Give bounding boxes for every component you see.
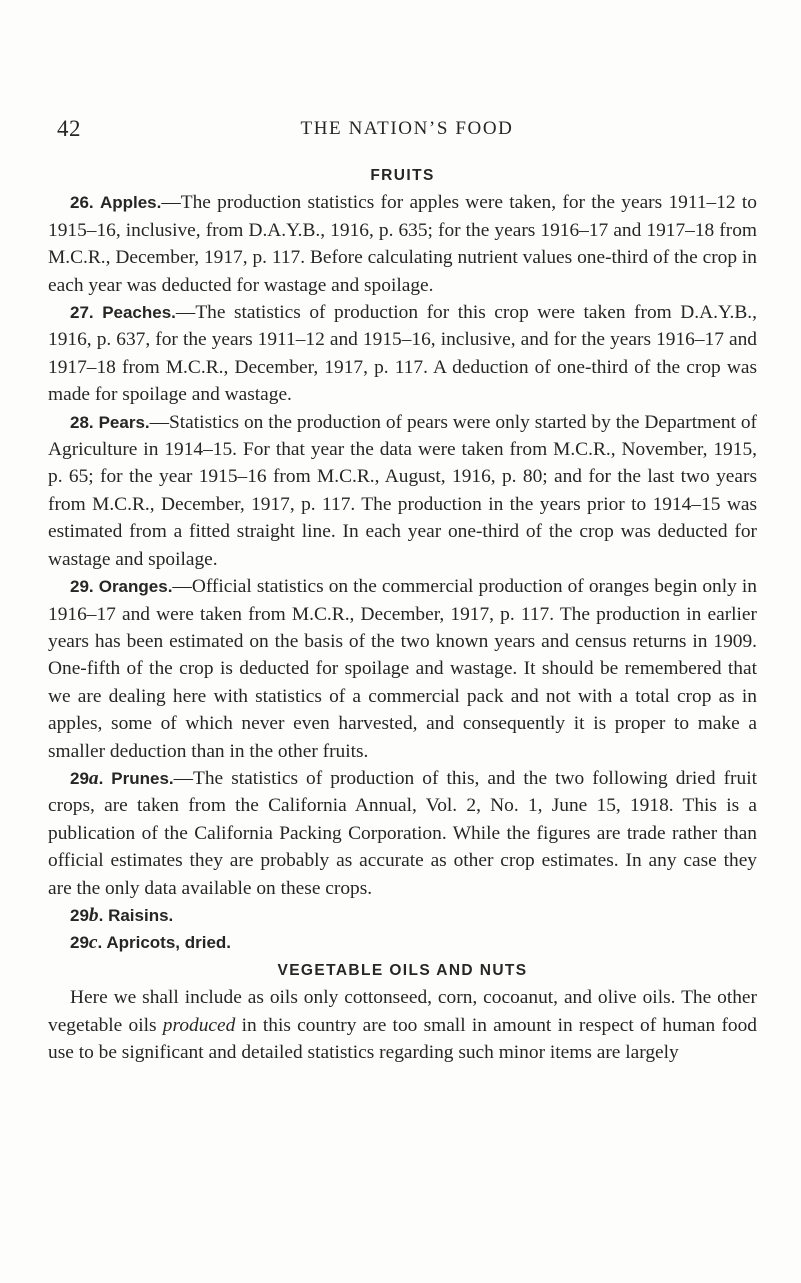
page-number: 42 <box>57 116 81 141</box>
paragraph-apples <box>48 189 757 299</box>
item-heading: . Prunes. <box>98 768 174 788</box>
paragraph-peaches <box>48 299 757 409</box>
paragraph-prunes <box>48 765 757 902</box>
running-title: THE NATION’S FOOD <box>300 118 514 139</box>
item-heading: Pears. <box>98 412 150 432</box>
paragraph-oils <box>48 984 757 1066</box>
item-subletter: b <box>88 904 99 926</box>
oils-text-emphasis: produced <box>162 1014 236 1036</box>
section-heading-vegetable-oils: VEGETABLE OILS AND NUTS <box>277 961 528 979</box>
item-heading: Peaches. <box>102 303 176 323</box>
item-subletter: a <box>88 767 99 789</box>
item-subletter: c <box>88 932 98 954</box>
item-text: —Official statistics on the commercial production of oranges begin only in 1916–17 and were taken from M.C.R., December, 1917, p. 117. The production in earlier years has been estimated on the basis of the two known years and census returns in 1909. One-fifth of the crop is deducted for spoilage and wastage. It should be remembered that we are dealing here with statistics of a commercial pack and not with a total crop as in apples, some of which never even harvested, and consequently it is proper to make a smaller deduction than in the other fruits. <box>48 576 757 762</box>
oils-text-after: in this country are too small in amount in respect of human food use to be significant and detailed statistics regarding such minor items are largely <box>48 1014 758 1063</box>
item-number: 29 <box>70 933 89 953</box>
item-heading: . Raisins. <box>98 905 174 925</box>
item-text: —Statistics on the production of pears were only started by the Department of Agriculture in 1914–15. For that year the data were taken from M.C.R., November, 1915, p. 65; for the year 1915–16 from M.C.R., August, 1916, p. 80; and for the last two years from M.C.R., December, 1917, p. 117. The production in the years prior to 1914–15 was estimated from a fitted straight line. In each year one-third of the crop was deducted for wastage and spoilage. <box>48 411 757 570</box>
paragraph-pears <box>48 409 757 573</box>
item-text: —The statistics of production of this, and the two following dried fruit crops, are taken from the California Annual, Vol. 2, No. 1, June 15, 1918. This is a publication of the California Packing Corporation. While the figures are trade rather than official estimates they are probably as accurate as other crop estimates. In any case they are the only data available on these crops. <box>48 767 757 899</box>
paragraph-apricots <box>48 929 757 956</box>
item-number: 26. <box>70 193 94 213</box>
item-number: 29 <box>70 768 89 788</box>
item-number: 29. <box>70 577 94 597</box>
item-heading: . Apricots, dried. <box>97 933 232 953</box>
item-number: 28. <box>70 412 94 432</box>
section-heading-fruits: FRUITS <box>370 167 435 184</box>
running-head <box>57 116 757 146</box>
body-text <box>48 162 757 1066</box>
oils-text-before: Here we shall include as oils only cottonseed, corn, cocoanut, and olive oils. The other vegetable oils <box>48 987 757 1036</box>
paragraph-oranges <box>48 573 757 765</box>
item-text: —The production statistics for apples were taken, for the years 1911–12 to 1915–16, inclusive, from D.A.Y.B., 1916, p. 635; for the years 1916–17 and 1917–18 from M.C.R., December, 1917, p. 117. Before calculating nutrient values one-third of the crop in each year was deducted for wastage and spoilage. <box>48 192 757 296</box>
item-text: —The statistics of production for this crop were taken from D.A.Y.B., 1916, p. 637, for the years 1911–12 and 1915–16, inclusive, and for the years 1916–17 and 1917–18 from M.C.R., December, 1917, p. 117. A deduction of one-third of the crop was made for spoilage and wastage. <box>48 302 757 406</box>
item-heading: Oranges. <box>98 577 173 597</box>
item-number: 27. <box>70 303 94 323</box>
item-number: 29 <box>70 905 89 925</box>
item-heading: Apples. <box>99 193 162 213</box>
paragraph-raisins <box>48 902 757 929</box>
